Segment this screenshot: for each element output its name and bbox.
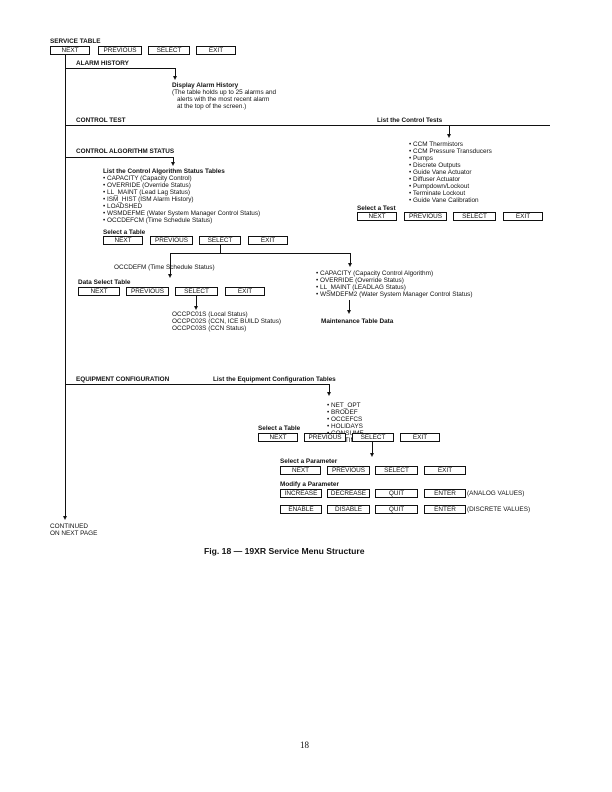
- algorithm-item: • LOADSHED: [103, 203, 143, 210]
- page-number: 18: [300, 740, 309, 750]
- equipment-item: • OCCEFCS: [327, 416, 363, 423]
- decrease-button[interactable]: DECREASE: [327, 489, 370, 498]
- control-test-item: • Guide Vane Actuator: [409, 169, 472, 176]
- right-table-item: • LL_MAINT (LEADLAG Status): [316, 284, 406, 291]
- test-next-button[interactable]: NEXT: [357, 212, 397, 221]
- alarm-desc-line-2: alerts with the most recent alarm: [177, 96, 270, 103]
- analog-enter-button[interactable]: ENTER: [424, 489, 466, 498]
- maintenance-arrow: [347, 310, 351, 314]
- trunk-arrow: [63, 516, 67, 520]
- equipment-select-table-heading: Select a Table: [258, 425, 301, 432]
- algorithm-item: • ISM_HIST (ISM Alarm History): [103, 196, 194, 203]
- select-test-heading: Select a Test: [357, 205, 396, 212]
- modify-parameter-heading: Modify a Parameter: [280, 481, 339, 488]
- alarm-desc-line-1: (The table holds up to 25 alarms and: [172, 89, 277, 96]
- figure-caption: Fig. 18 — 19XR Service Menu Structure: [204, 546, 365, 556]
- test-select-button[interactable]: SELECT: [453, 212, 496, 221]
- equip-table-select-button[interactable]: SELECT: [352, 433, 394, 442]
- test-previous-button[interactable]: PREVIOUS: [404, 212, 447, 221]
- param-next-button[interactable]: NEXT: [280, 466, 321, 475]
- continued-line-2: ON NEXT PAGE: [50, 530, 98, 537]
- algorithm-item: • OCCDEFCM (Time Schedule Status): [103, 217, 213, 224]
- control-test-item: • CCM Pressure Transducers: [409, 148, 492, 155]
- equipment-item: • HOLIDAYS: [327, 423, 363, 430]
- occpc-item: OCCPC02S (CCN, ICE BUILD Status): [172, 318, 282, 325]
- discrete-enter-button[interactable]: ENTER: [424, 505, 466, 514]
- control-test-item: • CCM Thermistors: [409, 141, 463, 148]
- algorithm-previous-button[interactable]: PREVIOUS: [150, 236, 193, 245]
- right-table-item: • OVERRIDE (Override Status): [316, 277, 404, 284]
- equipment-arrow: [327, 392, 331, 396]
- equip-table-next-button[interactable]: NEXT: [258, 433, 298, 442]
- alarm-branch-line: [65, 68, 175, 69]
- algorithm-branch-line: [65, 157, 173, 158]
- control-test-item: • Discrete Outputs: [409, 162, 461, 169]
- alarm-history-label: ALARM HISTORY: [76, 60, 129, 67]
- equip-table-previous-button[interactable]: PREVIOUS: [304, 433, 346, 442]
- control-algorithm-label: CONTROL ALGORITHM STATUS: [76, 148, 175, 155]
- equipment-item: • NET_OPT: [327, 402, 361, 409]
- algorithm-exit-button[interactable]: EXIT: [248, 236, 288, 245]
- analog-quit-button[interactable]: QUIT: [375, 489, 418, 498]
- algorithm-item: • WSMDEFME (Water System Manager Control Status): [103, 210, 261, 217]
- increase-button[interactable]: INCREASE: [280, 489, 322, 498]
- equipment-list-heading: List the Equipment Configuration Tables: [213, 376, 336, 383]
- control-test-item: • Guide Vane Calibration: [409, 197, 479, 204]
- algorithm-list-heading: List the Control Algorithm Status Tables: [103, 168, 225, 175]
- control-test-item: • Diffuser Actuator: [409, 176, 461, 183]
- equipment-item: CONSUME: [331, 430, 364, 437]
- select-parameter-heading: Select a Parameter: [280, 458, 338, 465]
- algorithm-item: • CAPACITY (Capacity Control): [103, 175, 192, 182]
- control-tests-heading: List the Control Tests: [377, 117, 443, 124]
- right-table-item: • CAPACITY (Capacity Control Algorithm): [316, 270, 434, 277]
- equipment-drop-line: [329, 384, 330, 392]
- equip-table-exit-button[interactable]: EXIT: [400, 433, 440, 442]
- data-select-heading: Data Select Table: [78, 279, 131, 286]
- algorithm-select-button[interactable]: SELECT: [199, 236, 241, 245]
- service-next-button[interactable]: NEXT: [50, 46, 90, 55]
- algorithm-split-line: [170, 253, 350, 254]
- control-test-item: • Pumpdown/Lockout: [409, 183, 470, 190]
- occpc-item: OCCPC01S (Local Status): [172, 311, 248, 318]
- right-table-item: • WSMDEFM2 (Water System Manager Control Status): [316, 291, 473, 298]
- occdefm-arrow: [168, 274, 172, 278]
- param-previous-button[interactable]: PREVIOUS: [327, 466, 370, 475]
- param-exit-button[interactable]: EXIT: [424, 466, 466, 475]
- algorithm-item: • LL_MAINT (Lead Lag Status): [103, 189, 191, 196]
- algorithm-split-drop: [220, 245, 221, 253]
- occpc-arrow: [194, 306, 198, 310]
- alarm-drop-line: [175, 68, 176, 76]
- param-arrow: [370, 453, 374, 457]
- maintenance-label: Maintenance Table Data: [321, 318, 394, 325]
- alarm-desc-line-3: at the top of the screen.): [177, 103, 247, 110]
- data-exit-button[interactable]: EXIT: [225, 287, 265, 296]
- occdefm-label: OCCDEFM (Time Schedule Status): [114, 264, 215, 271]
- service-previous-button[interactable]: PREVIOUS: [98, 46, 142, 55]
- disable-button[interactable]: DISABLE: [327, 505, 370, 514]
- control-test-item: • Terminate Lockout: [409, 190, 466, 197]
- control-test-label: CONTROL TEST: [76, 117, 126, 124]
- service-select-button[interactable]: SELECT: [148, 46, 190, 55]
- alarm-history-heading: Display Alarm History: [172, 82, 239, 89]
- continued-line-1: CONTINUED: [50, 523, 88, 530]
- analog-values-label: (ANALOG VALUES): [467, 490, 525, 497]
- algorithm-arrow: [171, 162, 175, 166]
- equipment-branch-line: [65, 384, 329, 385]
- data-select-button[interactable]: SELECT: [175, 287, 218, 296]
- alarm-arrow: [173, 76, 177, 80]
- equipment-config-label: EQUIPMENT CONFIGURATION: [76, 376, 170, 383]
- param-select-button[interactable]: SELECT: [375, 466, 418, 475]
- occpc-item: OCCPC03S (CCN Status): [172, 325, 247, 332]
- test-exit-button[interactable]: EXIT: [503, 212, 543, 221]
- discrete-quit-button[interactable]: QUIT: [375, 505, 418, 514]
- data-previous-button[interactable]: PREVIOUS: [126, 287, 169, 296]
- data-next-button[interactable]: NEXT: [78, 287, 120, 296]
- service-exit-button[interactable]: EXIT: [196, 46, 236, 55]
- algorithm-next-button[interactable]: NEXT: [103, 236, 143, 245]
- control-test-item: • Pumps: [409, 155, 433, 162]
- right-arrow: [348, 263, 352, 267]
- equipment-item: • BRODEF: [327, 409, 358, 416]
- enable-button[interactable]: ENABLE: [280, 505, 322, 514]
- select-table-heading: Select a Table: [103, 229, 146, 236]
- control-test-arrow: [447, 134, 451, 138]
- algorithm-item: • OVERRIDE (Override Status): [103, 182, 191, 189]
- service-table-title: SERVICE TABLE: [50, 38, 101, 45]
- discrete-values-label: (DISCRETE VALUES): [467, 506, 531, 513]
- control-test-line: [65, 125, 550, 126]
